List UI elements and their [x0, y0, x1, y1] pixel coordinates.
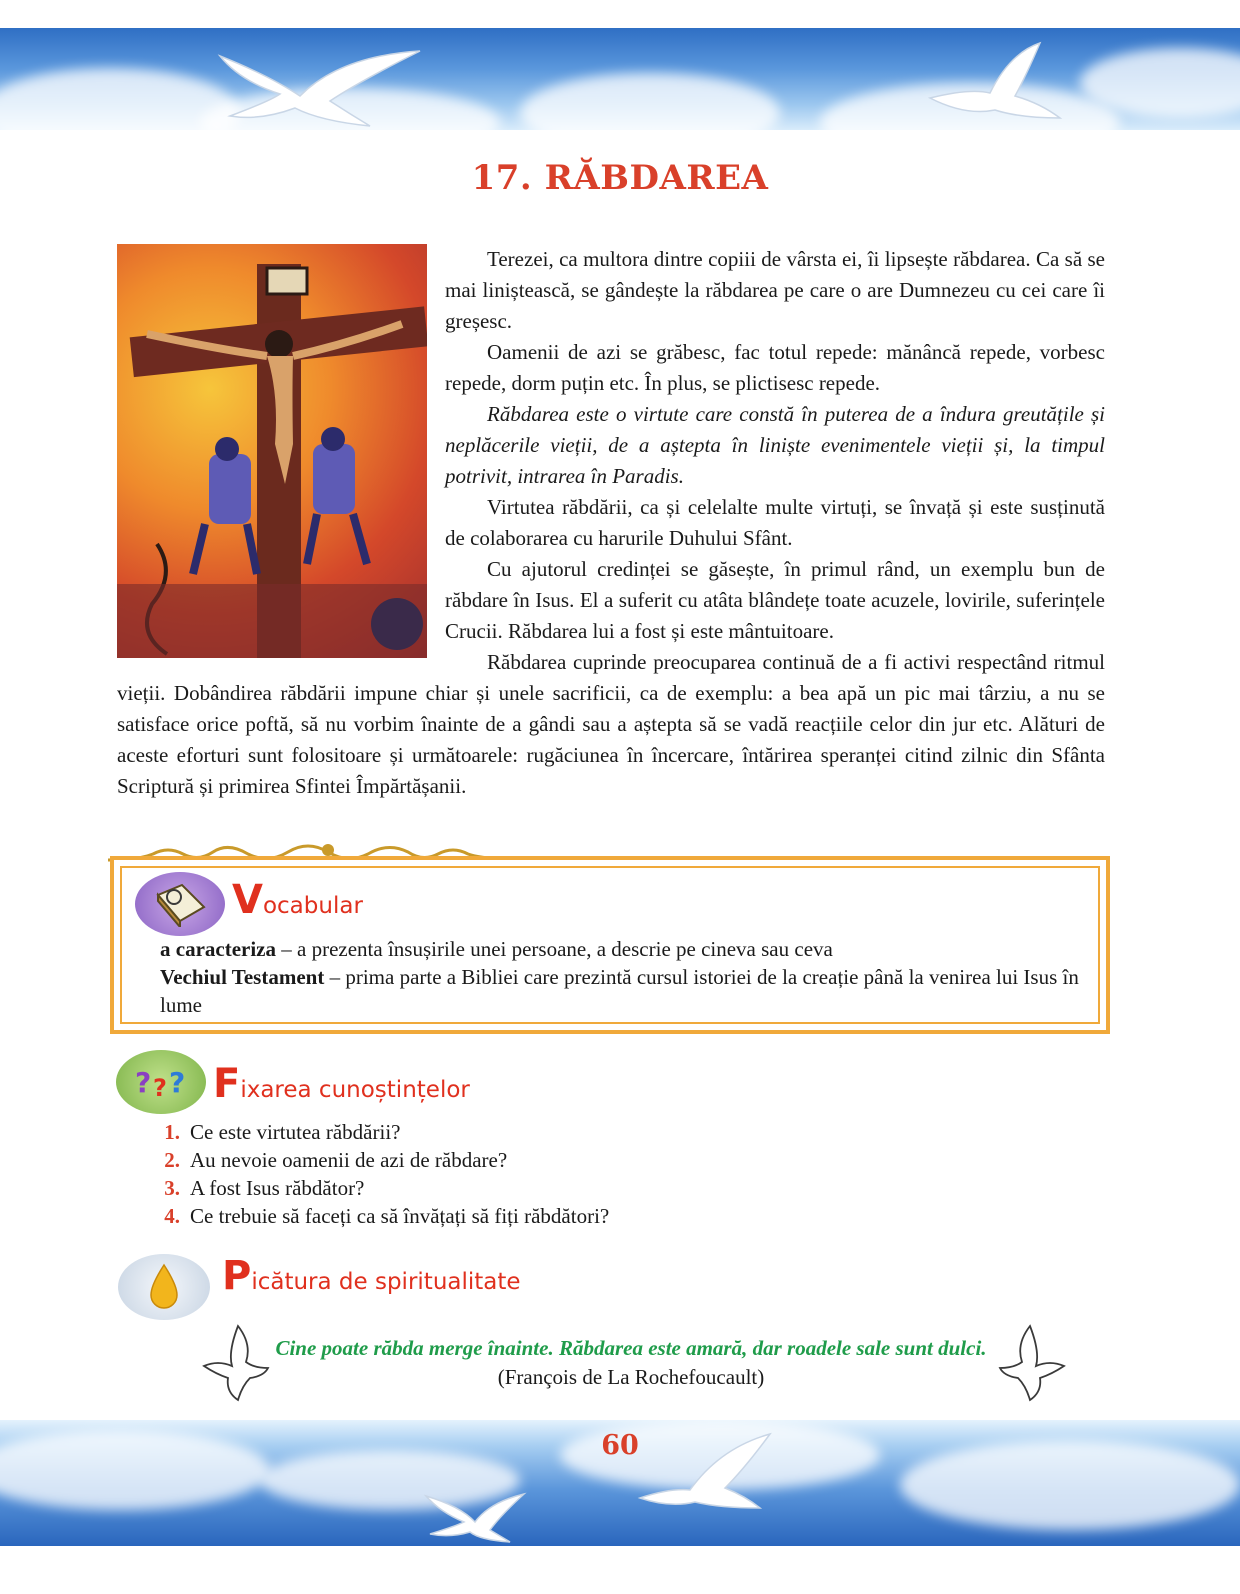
dove-icon — [200, 36, 430, 130]
page-title: 17. RĂBDAREA — [471, 158, 769, 198]
spiritual-quote: Cine poate răbda merge înainte. Răbdarea este amară, dar roadele sale sunt dulci. (François de La Rochefoucault) — [275, 1336, 987, 1389]
book-icon — [135, 872, 225, 936]
svg-text:?: ? — [135, 1066, 152, 1099]
svg-text:?: ? — [153, 1074, 167, 1102]
dove-icon — [420, 1486, 530, 1544]
spirituality-title: Picătura de spiritualitate — [222, 1253, 521, 1299]
dove-icon — [920, 38, 1070, 128]
question-item: 4. Ce trebuie să faceți ca să învățați să fiți răbdători? — [164, 1204, 610, 1228]
vocabulary-entry: Vechiul Testament – prima parte a Bibliei care prezintă cursul istoriei de la creație până la venirea lui Isus în lume — [160, 965, 1079, 1017]
vocabulary-entries — [160, 935, 1090, 1019]
dove-icon — [998, 1322, 1070, 1402]
paragraph: Cu ajutorul credinței se găsește, în primul rând, un exemplu bun de răbdare în Isus. El a suferit cu atâta blândețe toate acuzele, lovirile, suferințele Crucii. Răbdarea lui a fost și este mântuitoare. — [445, 557, 1105, 643]
page-number: 60 — [601, 1430, 639, 1461]
paragraph: Terezei, ca multora dintre copiii de vârsta ei, îi lipsește răbdarea. Ca să se mai liniștească, se gândește la răbdarea pe care o are Dumnezeu cu cei care îi greșesc. — [445, 247, 1105, 333]
definition-paragraph: Răbdarea este o virtute care constă în puterea de a îndura greutățile și neplăcerile vieții, de a aștepta în liniște evenimentele vieții și, la timpul potrivit, intrarea în Paradis. — [445, 402, 1105, 488]
questions-list — [160, 1118, 609, 1230]
question-item: 1. Ce este virtutea răbdării? — [164, 1120, 401, 1144]
paragraph: Oamenii de azi se grăbesc, fac totul repede: mănâncă repede, vorbesc repede, dorm puțin etc. În plus, se plictisesc repede. — [445, 340, 1105, 395]
dove-icon — [198, 1322, 270, 1402]
oil-drop-icon — [118, 1254, 210, 1320]
question-marks-icon — [116, 1050, 206, 1114]
fixation-title: Fixarea cunoștințelor — [213, 1061, 470, 1107]
svg-text:?: ? — [169, 1066, 186, 1099]
top-sky-banner — [0, 28, 1240, 130]
lesson-text — [117, 244, 1105, 802]
paragraph: Răbdarea cuprinde preocuparea continuă de a fi activi respectând ritmul vieții. Dobândirea răbdării impune chiar și unele sacrificii, ca de exemplu: a bea apă un pic mai târziu, a nu se satisface orice poftă, să nu vorbim înainte de a gândi sau a aștepta să se vadă reacțiile celor din jur etc. Alături de aceste eforturi sunt folositoare și următoarele: rugăciunea în încercare, întărirea speranței citind zilnic din Sfânta Scriptură și primirea Sfintei Împărtășanii. — [117, 650, 1105, 798]
question-item: 2. Au nevoie oamenii de azi de răbdare? — [164, 1148, 508, 1172]
paragraph: Virtutea răbdării, ca și celelalte multe virtuți, se învață și este susținută de colaborarea cu harurile Duhului Sfânt. — [445, 495, 1105, 550]
vocabulary-entry: a caracteriza – a prezenta însușirile unei persoane, a descrie pe cineva sau ceva — [160, 937, 833, 961]
vocabulary-title: Vocabular — [232, 877, 363, 923]
question-item: 3. A fost Isus răbdător? — [164, 1176, 365, 1200]
